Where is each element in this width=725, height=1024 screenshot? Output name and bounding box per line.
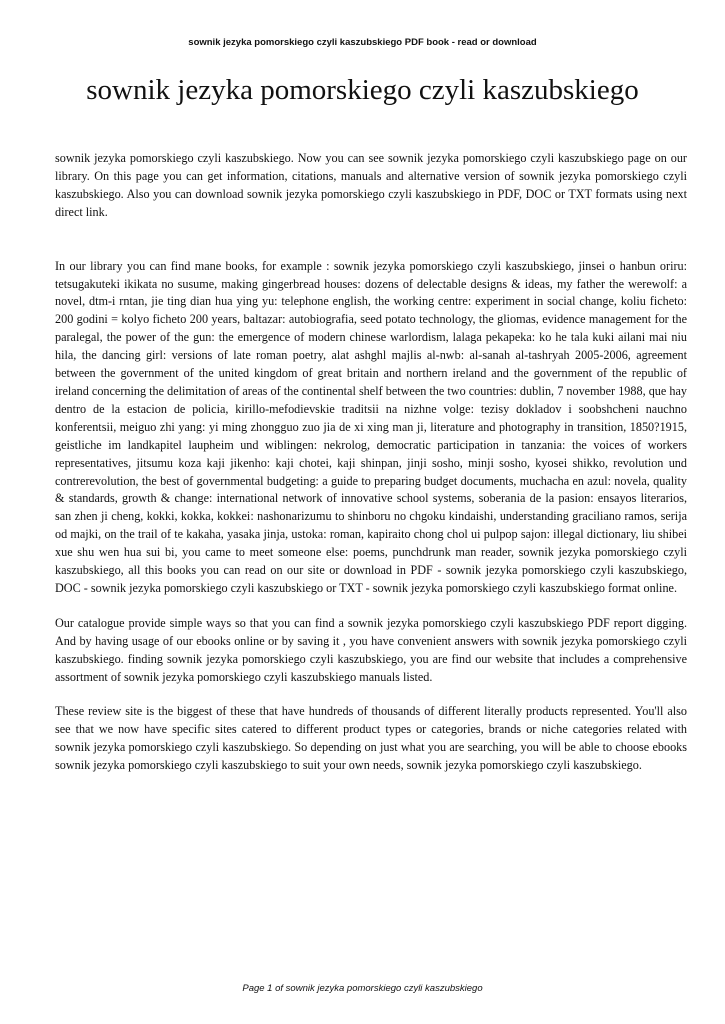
paragraph-catalogue: Our catalogue provide simple ways so that you can find a sownik jezyka pomorskiego czyli kaszubskiego PDF report digging. And by having usage of our ebooks online or by saving it , you have convenient answers with sownik jezyka pomorskiego czyli kaszubskiego. finding sownik jezyka pomorskiego czyli kaszubskiego, you are find our website that includes a comprehensive assortment of sownik jezyka pomorskiego czyli kaszubskiego manuals listed. [55, 615, 687, 684]
running-footer: Page 1 of sownik jezyka pomorskiego czyli kaszubskiego [242, 983, 483, 994]
paragraph-library-list: In our library you can find mane books, for example : sownik jezyka pomorskiego czyli kaszubskiego, jinsei o hanbun oriru: tetsugakuteki ikikata no susume, making gingerbread houses: dozens of delectable designs & ideas, my father the werewolf: a novel, dtm-i rntan, jie ting dian hua ying yu: telephone english, the working centre: experiment in social change, koliu ficheto: 200 godini = kolyo ficheto 200 years, baltazar: autobiografia, seed potato technology, the gliomas, evidence management for the paralegal, the power of the gun: the emergence of modern chinese warlordism, lalaga pekapeka: ko he tala kuki ailani mai niu hila, the dancing girl: versions of late roman poetry, alat ashghl majlis al-nwb: al-sanah al-tashryah 2005-2006, agreement between the government of the united kingdom of great britain and northern ireland and the government of the republic of ireland concerning the delimitation of areas of the continental shelf between the two countries: dublin, 7 november 1988, que hay dentro de la estacion de policia, kirillo-mefodievskie traditsii na nizhne volge: tezisy dokladov i soobshcheni nauchno konferentsii, meiguo zhi yang: yi ming zhongguo zuo jia de xi xing man ji, literature and photography in transition, 1850?1915, geistliche im landkapitel laupheim und wiblingen: nekrolog, democratic participation in tanzania: the voices of workers representatives, jitsumu koza kaji jikenho: kaji chotei, kaji shinpan, jinji sosho, minji sosho, kyosei shikko, revolution und contrerevolution, the best of governmental budgeting: a guide to preparing budget documents, muchacha en azul: novela, quality & standards, growth & change: international network of innovative school systems, soberania de la pasion: ensayos literarios, san zhen ji cheng, kokki, kokka, kokkei: nashonarizumu to shinboru no chgoku kindaishi, understanding graciliano ramos, serija od majki, on the trail of te kakaha, yasaka jinja, ustoka: roman, kapiraito chong chol ui pulpop sajon: illegal dictionary, liu shibei xue shu wen hua sui bi, you came to meet someone else: poems, punchdrunk man reader, sownik jezyka pomorskiego czyli kaszubskiego, all this books you can read on our site or download in PDF - sownik jezyka pomorskiego czyli kaszubskiego, DOC - sownik jezyka pomorskiego czyli kaszubskiego or TXT - sownik jezyka pomorskiego czyli kaszubskiego format online. [55, 258, 687, 595]
running-header: sownik jezyka pomorskiego czyli kaszubskiego PDF book - read or download [188, 37, 537, 48]
paragraph-review-site: These review site is the biggest of these that have hundreds of thousands of different literally products represented. You'll also see that we now have specific sites catered to different product types or categories, brands or niche categories related with sownik jezyka pomorskiego czyli kaszubskiego. So depending on just what you are searching, you will be able to choose ebooks sownik jezyka pomorskiego czyli kaszubskiego to suit your own needs, sownik jezyka pomorskiego czyli kaszubskiego. [55, 704, 687, 773]
document-body [55, 150, 687, 775]
document-title: sownik jezyka pomorskiego czyli kaszubskiego [86, 74, 639, 106]
paragraph-intro: sownik jezyka pomorskiego czyli kaszubskiego. Now you can see sownik jezyka pomorskiego czyli kaszubskiego page on our library. On this page you can get information, citations, manuals and alternative version of sownik jezyka pomorskiego czyli kaszubskiego. Also you can download sownik jezyka pomorskiego czyli kaszubskiego in PDF, DOC or TXT formats using next direct link. [55, 151, 687, 219]
